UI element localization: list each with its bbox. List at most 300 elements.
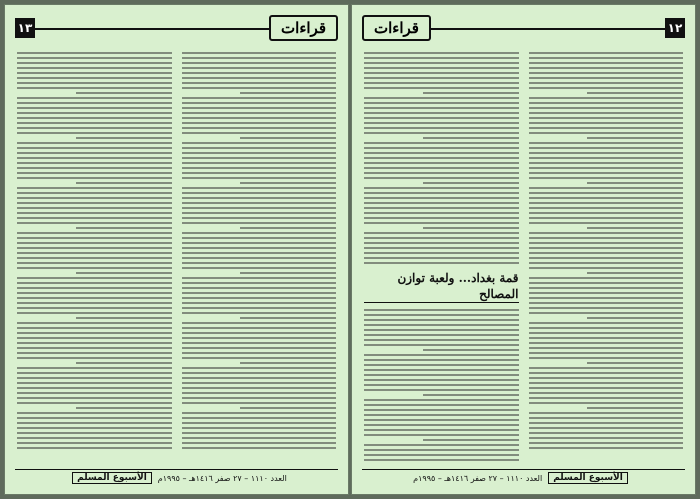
text-line bbox=[529, 412, 684, 414]
text-line bbox=[529, 202, 684, 204]
text-line bbox=[364, 359, 519, 361]
text-line bbox=[423, 227, 519, 229]
text-line bbox=[364, 67, 519, 69]
right-page-columns bbox=[364, 49, 683, 464]
page-number: ١٢ bbox=[665, 18, 685, 38]
text-line bbox=[182, 217, 337, 219]
text-line bbox=[529, 177, 684, 179]
text-line bbox=[529, 282, 684, 284]
text-line bbox=[364, 262, 519, 264]
text-line bbox=[17, 197, 172, 199]
text-line bbox=[17, 337, 172, 339]
text-line bbox=[182, 247, 337, 249]
text-line bbox=[529, 172, 684, 174]
text-line bbox=[17, 67, 172, 69]
text-line bbox=[17, 217, 172, 219]
text-line bbox=[364, 354, 519, 356]
text-line bbox=[17, 132, 172, 134]
text-line bbox=[182, 52, 337, 54]
text-line bbox=[17, 417, 172, 419]
text-line bbox=[182, 222, 337, 224]
text-line bbox=[364, 187, 519, 189]
right-page-footer bbox=[362, 469, 685, 486]
text-line bbox=[240, 407, 336, 409]
text-line bbox=[17, 382, 172, 384]
text-line bbox=[364, 384, 519, 386]
text-line bbox=[529, 232, 684, 234]
text-line bbox=[364, 162, 519, 164]
left-page-columns bbox=[17, 49, 336, 464]
text-line bbox=[182, 417, 337, 419]
text-line bbox=[17, 142, 172, 144]
text-line bbox=[529, 52, 684, 54]
section-title: قراءات bbox=[362, 15, 431, 41]
footer-masthead: الأسبوع المسلم bbox=[72, 472, 152, 484]
text-line bbox=[182, 167, 337, 169]
text-line bbox=[17, 307, 172, 309]
section-title: قراءات bbox=[269, 15, 338, 41]
text-line bbox=[76, 407, 172, 409]
text-line bbox=[182, 277, 337, 279]
text-line bbox=[182, 107, 337, 109]
text-line bbox=[182, 292, 337, 294]
text-line bbox=[587, 272, 683, 274]
text-line bbox=[17, 72, 172, 74]
page-number: ١٣ bbox=[15, 18, 35, 38]
text-line bbox=[364, 459, 519, 461]
text-line bbox=[182, 237, 337, 239]
text-line bbox=[364, 132, 519, 134]
text-line bbox=[587, 137, 683, 139]
text-line bbox=[182, 117, 337, 119]
text-line bbox=[529, 197, 684, 199]
text-line bbox=[364, 102, 519, 104]
text-line bbox=[17, 422, 172, 424]
text-line bbox=[17, 297, 172, 299]
text-line bbox=[364, 197, 519, 199]
text-line bbox=[182, 297, 337, 299]
left-page-footer bbox=[15, 469, 338, 486]
text-line bbox=[529, 112, 684, 114]
text-line bbox=[529, 212, 684, 214]
text-line bbox=[182, 392, 337, 394]
text-line bbox=[17, 412, 172, 414]
text-line bbox=[529, 187, 684, 189]
text-line bbox=[17, 167, 172, 169]
text-line bbox=[364, 309, 519, 311]
text-line bbox=[529, 302, 684, 304]
text-line bbox=[17, 207, 172, 209]
text-line bbox=[240, 362, 336, 364]
text-line bbox=[182, 232, 337, 234]
text-line bbox=[529, 312, 684, 314]
text-line bbox=[529, 427, 684, 429]
text-line bbox=[17, 97, 172, 99]
text-line bbox=[529, 82, 684, 84]
text-line bbox=[529, 67, 684, 69]
text-line bbox=[182, 57, 337, 59]
text-line bbox=[364, 77, 519, 79]
text-line bbox=[529, 107, 684, 109]
text-line bbox=[364, 207, 519, 209]
text-line bbox=[17, 222, 172, 224]
text-block-lower bbox=[364, 309, 519, 464]
text-line bbox=[529, 327, 684, 329]
text-line bbox=[17, 107, 172, 109]
text-line bbox=[182, 142, 337, 144]
text-line bbox=[17, 287, 172, 289]
text-line bbox=[182, 432, 337, 434]
text-line bbox=[17, 127, 172, 129]
text-line bbox=[182, 147, 337, 149]
text-line bbox=[364, 334, 519, 336]
text-line bbox=[182, 287, 337, 289]
text-line bbox=[529, 167, 684, 169]
text-line bbox=[182, 447, 337, 449]
text-line bbox=[364, 419, 519, 421]
text-line bbox=[529, 87, 684, 89]
text-line bbox=[423, 349, 519, 351]
text-line bbox=[529, 222, 684, 224]
text-line bbox=[182, 337, 337, 339]
text-line bbox=[529, 57, 684, 59]
text-line bbox=[364, 117, 519, 119]
text-line bbox=[529, 367, 684, 369]
text-line bbox=[364, 62, 519, 64]
text-line bbox=[364, 369, 519, 371]
text-line bbox=[182, 372, 337, 374]
footer-masthead: الأسبوع المسلم bbox=[548, 472, 628, 484]
text-line bbox=[364, 57, 519, 59]
text-line bbox=[76, 92, 172, 94]
text-line bbox=[182, 262, 337, 264]
text-line bbox=[240, 227, 336, 229]
text-line bbox=[17, 177, 172, 179]
text-line bbox=[364, 157, 519, 159]
text-line bbox=[182, 367, 337, 369]
text-line bbox=[182, 87, 337, 89]
text-line bbox=[529, 377, 684, 379]
text-line bbox=[17, 432, 172, 434]
text-line bbox=[17, 392, 172, 394]
text-line bbox=[529, 62, 684, 64]
text-line bbox=[423, 439, 519, 441]
text-line bbox=[529, 352, 684, 354]
text-line bbox=[364, 232, 519, 234]
text-line bbox=[17, 117, 172, 119]
text-line bbox=[529, 392, 684, 394]
text-line bbox=[17, 332, 172, 334]
text-line bbox=[182, 162, 337, 164]
text-line bbox=[182, 422, 337, 424]
text-line bbox=[17, 387, 172, 389]
text-line bbox=[587, 92, 683, 94]
text-line bbox=[240, 137, 336, 139]
text-line bbox=[364, 404, 519, 406]
text-line bbox=[364, 389, 519, 391]
text-line bbox=[182, 77, 337, 79]
text-line bbox=[182, 202, 337, 204]
text-line bbox=[182, 282, 337, 284]
text-line bbox=[529, 217, 684, 219]
text-line bbox=[529, 417, 684, 419]
text-line bbox=[240, 272, 336, 274]
text-line bbox=[529, 132, 684, 134]
text-line bbox=[182, 347, 337, 349]
text-line bbox=[76, 182, 172, 184]
text-line bbox=[182, 267, 337, 269]
text-line bbox=[364, 167, 519, 169]
text-column-left bbox=[17, 49, 172, 464]
text-line bbox=[364, 449, 519, 451]
text-line bbox=[529, 277, 684, 279]
text-line bbox=[529, 127, 684, 129]
text-line bbox=[182, 302, 337, 304]
text-line bbox=[182, 177, 337, 179]
text-line bbox=[423, 182, 519, 184]
text-line bbox=[182, 427, 337, 429]
text-line bbox=[17, 257, 172, 259]
text-line bbox=[529, 152, 684, 154]
text-line bbox=[364, 142, 519, 144]
text-line bbox=[17, 102, 172, 104]
text-line bbox=[17, 62, 172, 64]
text-line bbox=[364, 409, 519, 411]
text-line bbox=[364, 212, 519, 214]
text-line bbox=[17, 212, 172, 214]
text-line bbox=[17, 247, 172, 249]
text-line bbox=[529, 147, 684, 149]
text-line bbox=[529, 332, 684, 334]
text-line bbox=[364, 414, 519, 416]
text-line bbox=[529, 97, 684, 99]
text-line bbox=[17, 242, 172, 244]
text-line bbox=[529, 442, 684, 444]
text-line bbox=[364, 52, 519, 54]
text-line bbox=[17, 447, 172, 449]
text-line bbox=[364, 177, 519, 179]
left-page-header bbox=[15, 15, 338, 41]
text-line bbox=[364, 237, 519, 239]
text-line bbox=[182, 377, 337, 379]
text-line bbox=[17, 402, 172, 404]
text-line bbox=[364, 434, 519, 436]
text-line bbox=[182, 127, 337, 129]
text-line bbox=[182, 332, 337, 334]
text-line bbox=[182, 382, 337, 384]
text-line bbox=[364, 319, 519, 321]
text-line bbox=[364, 324, 519, 326]
text-line bbox=[17, 232, 172, 234]
text-line bbox=[364, 314, 519, 316]
text-line bbox=[529, 117, 684, 119]
text-line bbox=[17, 237, 172, 239]
text-line bbox=[17, 147, 172, 149]
text-line bbox=[529, 337, 684, 339]
text-line bbox=[587, 407, 683, 409]
text-line bbox=[587, 317, 683, 319]
text-line bbox=[529, 402, 684, 404]
text-line bbox=[182, 152, 337, 154]
text-line bbox=[529, 307, 684, 309]
text-line bbox=[182, 97, 337, 99]
text-line bbox=[17, 377, 172, 379]
text-line bbox=[17, 252, 172, 254]
text-line bbox=[17, 157, 172, 159]
text-line bbox=[17, 172, 172, 174]
text-line bbox=[529, 372, 684, 374]
text-line bbox=[76, 272, 172, 274]
right-page bbox=[351, 4, 696, 495]
text-line bbox=[364, 87, 519, 89]
text-line bbox=[529, 262, 684, 264]
text-line bbox=[17, 322, 172, 324]
article-heading: قمة بغداد... ولعبة توازن المصالح bbox=[364, 270, 519, 303]
text-column-right bbox=[182, 49, 337, 464]
text-line bbox=[182, 242, 337, 244]
text-line bbox=[182, 307, 337, 309]
text-line bbox=[587, 362, 683, 364]
text-line bbox=[587, 182, 683, 184]
text-line bbox=[182, 82, 337, 84]
text-line bbox=[17, 302, 172, 304]
text-line bbox=[182, 342, 337, 344]
text-line bbox=[182, 322, 337, 324]
text-line bbox=[182, 412, 337, 414]
text-line bbox=[529, 422, 684, 424]
text-line bbox=[17, 347, 172, 349]
text-line bbox=[529, 122, 684, 124]
text-block-upper bbox=[364, 52, 519, 264]
text-line bbox=[182, 312, 337, 314]
text-line bbox=[17, 327, 172, 329]
text-line bbox=[364, 152, 519, 154]
text-line bbox=[76, 137, 172, 139]
text-line bbox=[529, 322, 684, 324]
text-line bbox=[364, 429, 519, 431]
text-line bbox=[182, 252, 337, 254]
text-line bbox=[529, 192, 684, 194]
text-line bbox=[364, 252, 519, 254]
text-line bbox=[423, 137, 519, 139]
text-line bbox=[529, 357, 684, 359]
text-line bbox=[17, 187, 172, 189]
text-line bbox=[364, 122, 519, 124]
text-line bbox=[240, 182, 336, 184]
text-line bbox=[364, 222, 519, 224]
text-line bbox=[364, 192, 519, 194]
text-line bbox=[17, 202, 172, 204]
footer-issue-info: العدد ١١١٠ – ٢٧ صفر ١٤١٦هـ – ١٩٩٥م bbox=[413, 473, 543, 483]
text-line bbox=[182, 62, 337, 64]
text-line bbox=[76, 317, 172, 319]
text-line bbox=[182, 187, 337, 189]
text-line bbox=[76, 227, 172, 229]
text-line bbox=[182, 402, 337, 404]
text-line bbox=[529, 157, 684, 159]
text-line bbox=[17, 352, 172, 354]
text-line bbox=[587, 227, 683, 229]
text-line bbox=[529, 257, 684, 259]
text-line bbox=[182, 207, 337, 209]
text-line bbox=[17, 262, 172, 264]
text-line bbox=[182, 442, 337, 444]
text-line bbox=[529, 162, 684, 164]
text-line bbox=[529, 207, 684, 209]
text-line bbox=[364, 454, 519, 456]
text-line bbox=[529, 397, 684, 399]
text-line bbox=[182, 212, 337, 214]
text-line bbox=[17, 152, 172, 154]
text-line bbox=[364, 344, 519, 346]
text-line bbox=[17, 357, 172, 359]
text-line bbox=[529, 292, 684, 294]
text-line bbox=[17, 442, 172, 444]
text-line bbox=[182, 197, 337, 199]
text-line bbox=[529, 287, 684, 289]
text-line bbox=[529, 382, 684, 384]
text-column-left bbox=[364, 49, 519, 464]
text-line bbox=[364, 399, 519, 401]
right-page-header bbox=[362, 15, 685, 41]
text-line bbox=[364, 202, 519, 204]
text-line bbox=[529, 267, 684, 269]
text-line bbox=[17, 267, 172, 269]
text-line bbox=[364, 374, 519, 376]
text-line bbox=[182, 67, 337, 69]
text-line bbox=[17, 292, 172, 294]
text-line bbox=[17, 57, 172, 59]
text-line bbox=[182, 132, 337, 134]
text-line bbox=[182, 172, 337, 174]
text-line bbox=[182, 192, 337, 194]
text-line bbox=[17, 162, 172, 164]
text-line bbox=[17, 397, 172, 399]
text-line bbox=[364, 329, 519, 331]
text-line bbox=[182, 437, 337, 439]
text-line bbox=[529, 387, 684, 389]
text-line bbox=[182, 102, 337, 104]
text-line bbox=[17, 77, 172, 79]
text-line bbox=[182, 257, 337, 259]
text-line bbox=[17, 82, 172, 84]
text-line bbox=[17, 87, 172, 89]
text-line bbox=[529, 297, 684, 299]
text-line bbox=[182, 352, 337, 354]
text-line bbox=[182, 122, 337, 124]
text-line bbox=[529, 237, 684, 239]
text-line bbox=[17, 342, 172, 344]
text-line bbox=[182, 397, 337, 399]
footer-issue-info: العدد ١١١٠ – ٢٧ صفر ١٤١٦هـ – ١٩٩٥م bbox=[157, 473, 287, 483]
text-line bbox=[182, 387, 337, 389]
text-line bbox=[529, 252, 684, 254]
text-line bbox=[364, 217, 519, 219]
text-line bbox=[17, 52, 172, 54]
text-line bbox=[364, 82, 519, 84]
text-line bbox=[76, 362, 172, 364]
text-line bbox=[364, 339, 519, 341]
text-line bbox=[364, 72, 519, 74]
text-line bbox=[364, 107, 519, 109]
text-column-right bbox=[529, 49, 684, 464]
text-line bbox=[364, 379, 519, 381]
text-line bbox=[17, 192, 172, 194]
text-line bbox=[529, 242, 684, 244]
text-line bbox=[17, 372, 172, 374]
text-line bbox=[17, 112, 172, 114]
text-line bbox=[182, 357, 337, 359]
